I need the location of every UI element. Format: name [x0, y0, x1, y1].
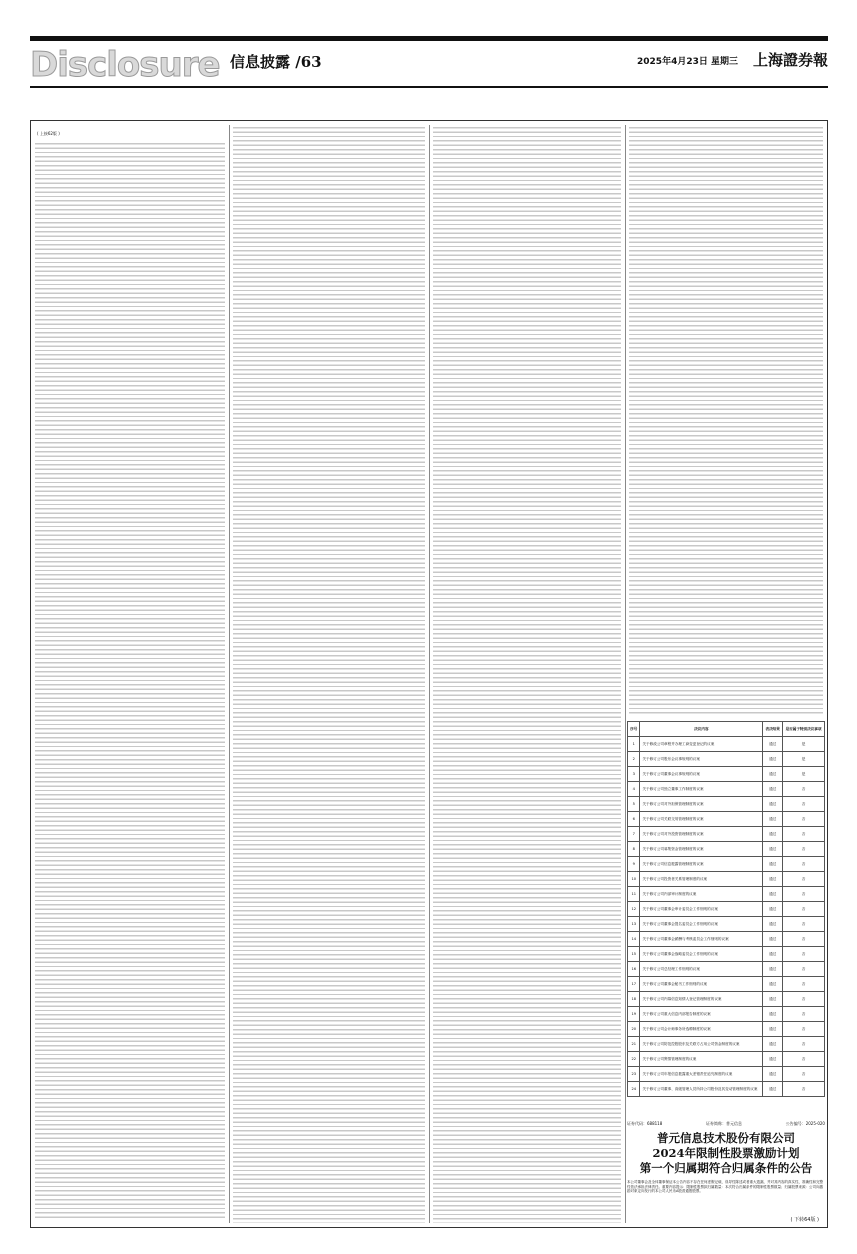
row-index: 10 [628, 872, 640, 887]
row-special: 否 [783, 1052, 825, 1067]
newspaper-name: 上海證券報 [752, 51, 828, 69]
row-index: 6 [628, 812, 640, 827]
row-index: 16 [628, 962, 640, 977]
header-result: 表决结果 [763, 722, 783, 737]
row-index: 7 [628, 827, 640, 842]
row-index: 9 [628, 857, 640, 872]
row-item: 关于修订公司内部审计制度的议案 [640, 887, 763, 902]
row-item: 关于修订公司总经理工作细则的议案 [640, 962, 763, 977]
table-row [628, 932, 825, 947]
row-result: 通过 [763, 842, 783, 857]
row-index: 15 [628, 947, 640, 962]
row-result: 通过 [763, 992, 783, 1007]
table-row [628, 1022, 825, 1037]
row-item: 关于修订公司董事会秘书工作细则的议案 [640, 977, 763, 992]
announcement-number: 公告编号：2025-020 [785, 1121, 825, 1126]
row-result: 通过 [763, 1067, 783, 1082]
row-index: 22 [628, 1052, 640, 1067]
row-index: 19 [628, 1007, 640, 1022]
filler-text [433, 125, 621, 1223]
column-divider [625, 125, 626, 1223]
article-column-3 [433, 125, 621, 1223]
table-row [628, 782, 825, 797]
filler-text [35, 141, 225, 1221]
row-item: 关于修订公司独立董事工作制度的议案 [640, 782, 763, 797]
table-row [628, 902, 825, 917]
article-column-2 [233, 125, 425, 1223]
row-index: 17 [628, 977, 640, 992]
filler-text [233, 125, 425, 1223]
row-result: 通过 [763, 887, 783, 902]
row-result: 通过 [763, 872, 783, 887]
table-row [628, 947, 825, 962]
row-result: 通过 [763, 1082, 783, 1097]
row-index: 11 [628, 887, 640, 902]
row-special: 否 [783, 977, 825, 992]
notice-title-line1: 2024年限制性股票激励计划 [652, 1146, 800, 1160]
announcement-notice [627, 1121, 825, 1194]
top-rule [30, 36, 828, 41]
table-row [628, 1067, 825, 1082]
row-result: 通过 [763, 1052, 783, 1067]
table-row [628, 992, 825, 1007]
row-result: 通过 [763, 917, 783, 932]
publish-date: 2025年4月23日 星期三 [637, 57, 738, 67]
row-special: 否 [783, 932, 825, 947]
row-index: 24 [628, 1082, 640, 1097]
row-result: 通过 [763, 797, 783, 812]
notice-title-line2: 第一个归属期符合归属条件的公告 [639, 1161, 813, 1175]
row-result: 通过 [763, 752, 783, 767]
table-row [628, 767, 825, 782]
row-result: 通过 [763, 767, 783, 782]
section-title: 信息披露 /63 [230, 53, 322, 71]
row-index: 3 [628, 767, 640, 782]
table-row [628, 797, 825, 812]
row-item: 关于修订公司董事会战略委员会工作细则的议案 [640, 947, 763, 962]
header-index: 序号 [628, 722, 640, 737]
table-row [628, 857, 825, 872]
row-index: 20 [628, 1022, 640, 1037]
row-index: 8 [628, 842, 640, 857]
row-special: 否 [783, 797, 825, 812]
page-frame [30, 120, 828, 1228]
masthead-rule [30, 86, 828, 88]
row-index: 5 [628, 797, 640, 812]
row-special: 否 [783, 812, 825, 827]
row-result: 通过 [763, 737, 783, 752]
row-result: 通过 [763, 827, 783, 842]
table-row [628, 827, 825, 842]
article-column-4 [629, 125, 823, 715]
column-divider [429, 125, 430, 1223]
row-special: 否 [783, 1082, 825, 1097]
row-item: 关于修订公司内幕信息知情人登记管理制度的议案 [640, 992, 763, 1007]
row-item: 关于修改公司章程并办理工商变更登记的议案 [640, 737, 763, 752]
row-special: 否 [783, 1037, 825, 1052]
row-special: 否 [783, 827, 825, 842]
row-index: 14 [628, 932, 640, 947]
table-row [628, 917, 825, 932]
row-item: 关于修订公司信息披露管理制度的议案 [640, 857, 763, 872]
masthead [30, 46, 828, 84]
row-index: 1 [628, 737, 640, 752]
stock-code: 证券代码：688118 [627, 1121, 663, 1126]
header-special: 是否属于特别决议事项 [783, 722, 825, 737]
table-row [628, 887, 825, 902]
continued-label: ( 上接62版 ) [37, 131, 60, 136]
row-result: 通过 [763, 947, 783, 962]
header-item: 决议内容 [640, 722, 763, 737]
row-special: 是 [783, 767, 825, 782]
row-special: 否 [783, 842, 825, 857]
row-result: 通过 [763, 857, 783, 872]
table-row [628, 962, 825, 977]
row-special: 否 [783, 962, 825, 977]
table-row [628, 737, 825, 752]
row-item: 关于修订公司董事会议事规则的议案 [640, 767, 763, 782]
row-special: 否 [783, 782, 825, 797]
row-result: 通过 [763, 1037, 783, 1052]
table-row [628, 872, 825, 887]
row-item: 关于修订公司重大信息内部报告制度的议案 [640, 1007, 763, 1022]
page-continuation-marker: ( 下转64版 ) [790, 1217, 819, 1223]
row-result: 通过 [763, 977, 783, 992]
row-special: 是 [783, 737, 825, 752]
row-index: 2 [628, 752, 640, 767]
row-item: 关于修订公司董事会薪酬与考核委员会工作细则的议案 [640, 932, 763, 947]
table-row [628, 812, 825, 827]
row-item: 关于修订公司对外投资管理制度的议案 [640, 827, 763, 842]
row-index: 21 [628, 1037, 640, 1052]
brand-logo: Disclosure [30, 45, 220, 85]
row-index: 18 [628, 992, 640, 1007]
notice-body: 本公司董事会及全体董事保证本公告内容不存在任何虚假记载、误导性陈述或者重大遗漏，并对其内容的真实性、准确性和完整性依法承担法律责任。重要内容提示：限制性股票拟归属数量：本次符合归属条件的限制性股票数量；归属股票来源：公司向激励对象定向发行的本公司人民币A股普通股股票。 [627, 1180, 823, 1194]
row-result: 通过 [763, 962, 783, 977]
table-row [628, 752, 825, 767]
row-item: 关于修订公司会计师事务所选聘制度的议案 [640, 1022, 763, 1037]
row-item: 关于修订公司防范控股股东及关联方占用公司资金制度的议案 [640, 1037, 763, 1052]
security-codes [627, 1121, 825, 1127]
row-special: 否 [783, 1067, 825, 1082]
row-special: 否 [783, 872, 825, 887]
row-special: 是 [783, 752, 825, 767]
column-divider [229, 125, 230, 1223]
row-result: 通过 [763, 812, 783, 827]
table-row [628, 1007, 825, 1022]
row-result: 通过 [763, 782, 783, 797]
row-item: 关于修订公司关联交易管理制度的议案 [640, 812, 763, 827]
table-row [628, 842, 825, 857]
row-item: 关于修订公司董事会审计委员会工作细则的议案 [640, 902, 763, 917]
row-item: 关于修订公司年报信息披露重大差错责任追究制度的议案 [640, 1067, 763, 1082]
table-row [628, 977, 825, 992]
row-special: 否 [783, 992, 825, 1007]
resolution-table [627, 721, 825, 1097]
row-index: 13 [628, 917, 640, 932]
stock-name: 证券简称：普元信息 [706, 1121, 742, 1126]
row-index: 23 [628, 1067, 640, 1082]
row-item: 关于修订公司股东会议事规则的议案 [640, 752, 763, 767]
row-item: 关于修订公司投资者关系管理制度的议案 [640, 872, 763, 887]
row-item: 关于修订公司募集资金管理制度的议案 [640, 842, 763, 857]
row-index: 12 [628, 902, 640, 917]
row-special: 否 [783, 857, 825, 872]
row-special: 否 [783, 917, 825, 932]
row-item: 关于修订公司董事会提名委员会工作细则的议案 [640, 917, 763, 932]
notice-company: 普元信息技术股份有限公司 [657, 1131, 795, 1145]
row-special: 否 [783, 887, 825, 902]
row-result: 通过 [763, 1022, 783, 1037]
row-result: 通过 [763, 1007, 783, 1022]
row-item: 关于修订公司舆情管理制度的议案 [640, 1052, 763, 1067]
row-item: 关于修订公司董事、高级管理人员所持公司股份及其变动管理制度的议案 [640, 1082, 763, 1097]
table-row [628, 1052, 825, 1067]
row-result: 通过 [763, 932, 783, 947]
row-result: 通过 [763, 902, 783, 917]
row-special: 否 [783, 1007, 825, 1022]
table-row [628, 1037, 825, 1052]
row-special: 否 [783, 947, 825, 962]
row-special: 否 [783, 902, 825, 917]
row-index: 4 [628, 782, 640, 797]
article-column-1 [35, 141, 225, 1221]
filler-text [629, 125, 823, 715]
row-item: 关于修订公司对外担保管理制度的议案 [640, 797, 763, 812]
table-header-row [628, 722, 825, 737]
row-special: 否 [783, 1022, 825, 1037]
table-row [628, 1082, 825, 1097]
